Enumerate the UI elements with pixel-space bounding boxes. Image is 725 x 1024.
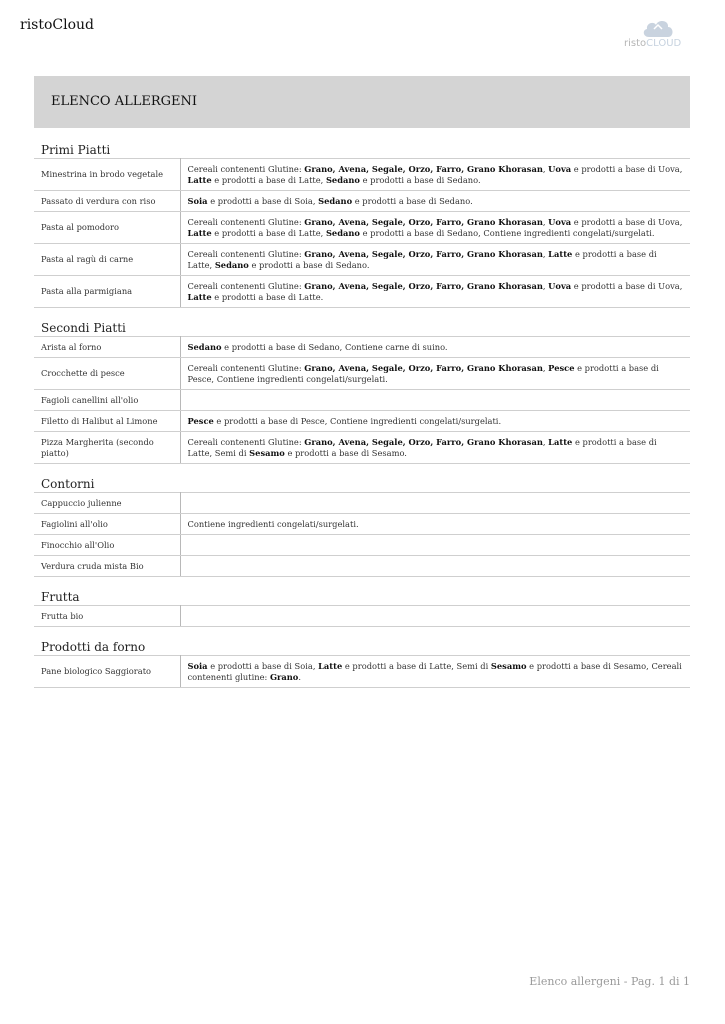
allergen-info <box>180 493 690 514</box>
table-row <box>34 432 690 464</box>
allergen-text: , <box>542 164 549 174</box>
allergen-highlight: Latte <box>548 249 573 259</box>
table-row <box>34 358 690 390</box>
allergen-highlight: Sedano <box>325 227 360 238</box>
section-title: Contorni <box>41 477 95 491</box>
cloud-icon <box>641 18 675 38</box>
allergen-text: e prodotti a base di Pesce, Contiene ingredienti congelati/surgelati. <box>213 415 502 426</box>
dish-name: Filetto di Halibut al Limone <box>34 411 180 432</box>
allergen-text: e prodotti a base di Latte, <box>187 249 657 270</box>
allergen-text: e prodotti a base di Latte, Semi di <box>342 661 491 671</box>
table-row <box>34 191 690 212</box>
allergen-text: , <box>542 363 549 373</box>
dish-name: Pasta al pomodoro <box>34 212 180 244</box>
section-title: Prodotti da forno <box>41 640 146 654</box>
brand-name: ristoCloud <box>20 17 95 33</box>
allergen-table <box>34 605 690 627</box>
dish-name: Pasta al ragù di carne <box>34 244 180 276</box>
allergen-info <box>180 337 690 358</box>
allergen-info <box>180 358 690 390</box>
allergen-table <box>34 492 690 577</box>
allergen-text: e prodotti a base di Latte, <box>211 174 326 185</box>
allergen-highlight: Sesamo <box>490 661 527 671</box>
page-title: ELENCO ALLERGENI <box>51 94 198 109</box>
allergen-highlight: Latte <box>187 227 212 238</box>
allergen-text: Contiene ingredienti congelati/surgelati. <box>187 518 359 529</box>
allergen-text: e prodotti a base di Uova, <box>571 164 683 174</box>
allergen-highlight: Latte <box>187 174 212 185</box>
dish-name: Cappuccio julienne <box>34 493 180 514</box>
table-row <box>34 159 690 191</box>
allergen-info <box>180 656 690 688</box>
allergen-highlight: Grano, Avena, Segale, Orzo, Farro, Grano Khorasan <box>304 164 543 174</box>
allergen-info <box>180 535 690 556</box>
allergen-text: Cereali contenenti Glutine: <box>187 363 305 373</box>
allergen-text: e prodotti a base di Uova, <box>571 217 683 227</box>
section-title: Secondi Piatti <box>41 321 126 335</box>
dish-name: Fagioli canellini all'olio <box>34 390 180 411</box>
allergen-text: e prodotti a base di Sedano, Contiene carne di suino. <box>221 341 448 352</box>
allergen-text: e prodotti a base di Pesce, Contiene ingredienti congelati/surgelati. <box>187 363 659 384</box>
dish-name: Pane biologico Saggiorato <box>34 656 180 688</box>
table-row <box>34 606 690 627</box>
logo-text: ristoCLOUD <box>624 38 682 49</box>
table-row <box>34 337 690 358</box>
allergen-info <box>180 556 690 577</box>
allergen-info <box>180 432 690 464</box>
dish-name: Verdura cruda mista Bio <box>34 556 180 577</box>
allergen-info <box>180 191 690 212</box>
dish-name: Pasta alla parmigiana <box>34 276 180 308</box>
allergen-table <box>34 336 690 464</box>
dish-name: Passato di verdura con riso <box>34 191 180 212</box>
allergen-text: , <box>542 249 549 259</box>
dish-name: Finocchio all'Olio <box>34 535 180 556</box>
allergen-text: e prodotti a base di Sesamo. <box>284 447 407 458</box>
allergen-highlight: Soia <box>187 195 208 206</box>
allergen-highlight: Grano, Avena, Segale, Orzo, Farro, Grano Khorasan <box>304 249 543 259</box>
dish-name: Frutta bio <box>34 606 180 627</box>
allergen-info <box>180 514 690 535</box>
allergen-text: Cereali contenenti Glutine: <box>187 281 305 291</box>
allergen-info <box>180 244 690 276</box>
table-row <box>34 276 690 308</box>
allergen-text: , <box>542 281 549 291</box>
table-row <box>34 535 690 556</box>
allergen-text: Cereali contenenti Glutine: <box>187 249 305 259</box>
allergen-text: e prodotti a base di Latte. <box>211 291 324 302</box>
allergen-info <box>180 212 690 244</box>
allergen-text: Cereali contenenti Glutine: <box>187 164 305 174</box>
allergen-highlight: Latte <box>548 437 573 447</box>
table-row <box>34 212 690 244</box>
table-row <box>34 656 690 688</box>
page-footer: Elenco allergeni - Pag. 1 di 1 <box>529 975 690 988</box>
allergen-highlight: Sedano <box>318 195 353 206</box>
allergen-highlight: Sedano <box>214 259 249 270</box>
allergen-text: , <box>542 437 549 447</box>
allergen-highlight: Uova <box>548 217 572 227</box>
allergen-highlight: Sedano <box>325 174 360 185</box>
dish-name: Minestrina in brodo vegetale <box>34 159 180 191</box>
allergen-highlight: Grano, Avena, Segale, Orzo, Farro, Grano Khorasan <box>304 363 543 373</box>
table-row <box>34 244 690 276</box>
allergen-info <box>180 411 690 432</box>
table-row <box>34 556 690 577</box>
ristocloud-logo <box>619 18 683 54</box>
allergen-highlight: Pesce <box>548 363 575 373</box>
allergen-table <box>34 655 690 688</box>
allergen-text: e prodotti a base di Soia, <box>207 195 319 206</box>
table-row <box>34 390 690 411</box>
dish-name: Arista al forno <box>34 337 180 358</box>
title-bar <box>34 76 690 128</box>
allergen-highlight: Sesamo <box>249 447 285 458</box>
section <box>34 142 690 308</box>
allergen-info <box>180 606 690 627</box>
section <box>34 589 690 627</box>
allergen-highlight: Grano, Avena, Segale, Orzo, Farro, Grano Khorasan <box>304 281 543 291</box>
table-row <box>34 411 690 432</box>
allergen-text: Cereali contenenti Glutine: <box>187 217 305 227</box>
allergen-text: e prodotti a base di Sedano. <box>359 174 481 185</box>
dish-name: Crocchette di pesce <box>34 358 180 390</box>
table-row <box>34 514 690 535</box>
allergen-highlight: Soia <box>187 661 208 671</box>
allergen-text: e prodotti a base di Soia, <box>207 661 319 671</box>
allergen-highlight: Uova <box>548 164 572 174</box>
section-title: Primi Piatti <box>41 143 111 157</box>
dish-name: Fagiolini all'olio <box>34 514 180 535</box>
allergen-highlight: Sedano <box>187 341 222 352</box>
allergen-table <box>34 158 690 308</box>
allergen-highlight: Latte <box>187 291 212 302</box>
allergen-text: e prodotti a base di Latte, Semi di <box>187 437 657 458</box>
table-row <box>34 493 690 514</box>
section <box>34 639 690 688</box>
allergen-text: Cereali contenenti Glutine: <box>187 437 305 447</box>
allergen-text: . <box>298 671 301 682</box>
allergen-highlight: Uova <box>548 281 572 291</box>
allergen-text: , <box>542 217 549 227</box>
allergen-text: e prodotti a base di Sesamo, Cereali contenenti glutine: <box>187 661 682 682</box>
allergen-highlight: Grano, Avena, Segale, Orzo, Farro, Grano Khorasan <box>304 217 543 227</box>
allergen-info <box>180 390 690 411</box>
allergen-text: e prodotti a base di Sedano. <box>248 259 370 270</box>
allergen-highlight: Pesce <box>187 415 214 426</box>
section <box>34 320 690 464</box>
allergen-text: e prodotti a base di Uova, <box>571 281 683 291</box>
allergen-highlight: Latte <box>318 661 343 671</box>
allergen-text: e prodotti a base di Latte, <box>211 227 326 238</box>
allergen-info <box>180 276 690 308</box>
allergen-info <box>180 159 690 191</box>
allergen-highlight: Grano, Avena, Segale, Orzo, Farro, Grano Khorasan <box>304 437 543 447</box>
allergen-text: e prodotti a base di Sedano. <box>352 195 473 206</box>
section <box>34 476 690 577</box>
allergen-list <box>34 142 690 700</box>
section-title: Frutta <box>41 590 80 604</box>
allergen-text: e prodotti a base di Sedano, Contiene ingredienti congelati/surgelati. <box>359 227 655 238</box>
allergen-highlight: Grano <box>269 671 299 682</box>
dish-name: Pizza Margherita (secondo piatto) <box>34 432 180 464</box>
